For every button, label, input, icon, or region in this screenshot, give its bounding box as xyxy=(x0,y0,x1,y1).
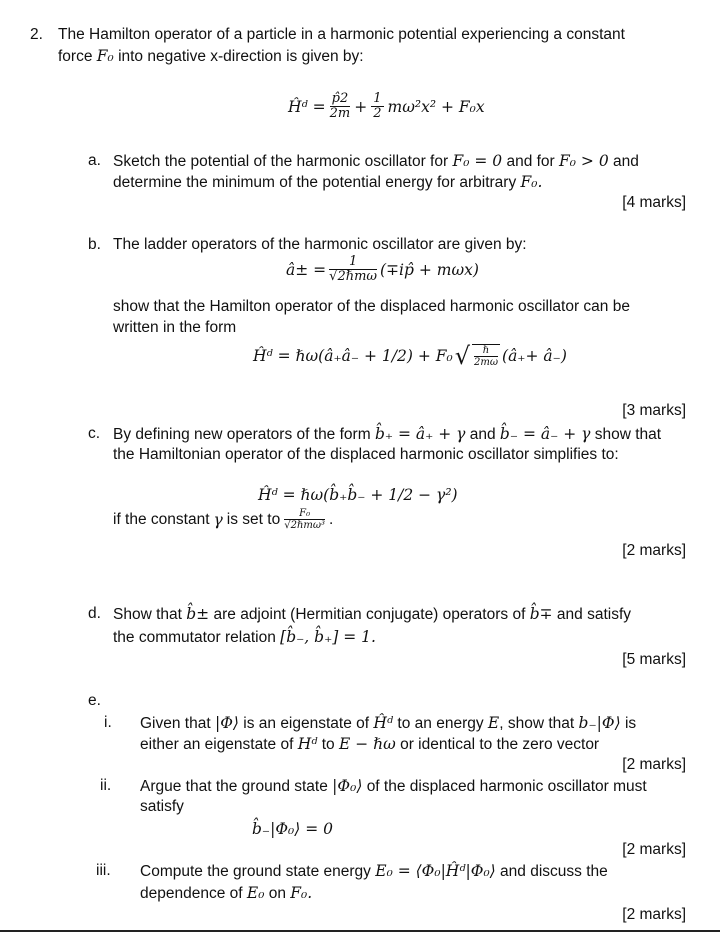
part-a-marks: [4 marks] xyxy=(622,194,686,211)
part-a-line-2: determine the minimum of the potential energy for arbitrary F₀. xyxy=(113,173,543,191)
part-c-marks: [2 marks] xyxy=(622,542,686,559)
intro-line-2: force F₀ into negative x-direction is given by: xyxy=(58,47,364,65)
part-e-iii-marks: [2 marks] xyxy=(622,906,686,923)
part-a-line-1: Sketch the potential of the harmonic oscillator for F₀ = 0 and for F₀ > 0 and xyxy=(113,152,639,170)
part-d-label: d. xyxy=(88,605,101,622)
part-c-label: c. xyxy=(88,425,101,442)
part-c-line-1: By defining new operators of the form b̂₊ = â₊ + γ and b̂₋ = â₋ + γ show that xyxy=(113,425,662,443)
part-a-label: a. xyxy=(88,152,101,169)
part-e-ii-label: ii. xyxy=(100,777,112,794)
part-e-ii-marks: [2 marks] xyxy=(622,841,686,858)
part-e-i-line-1: Given that |Φ⟩ is an eigenstate of Ĥᵈ to an energy E, show that b₋|Φ⟩ is xyxy=(140,714,637,732)
part-e-label: e. xyxy=(88,692,101,709)
ladder-operator-equation: â± = $\frac{1}{\text{√2ℏmω}}$ (∓ip̂ + mωx) xyxy=(286,254,479,285)
question-number: 2. xyxy=(30,26,43,43)
part-d-marks: [5 marks] xyxy=(622,651,686,668)
part-b-line-3: written in the form xyxy=(113,319,237,336)
part-e-iii-line-2: dependence of E₀ on F₀. xyxy=(140,884,313,902)
part-b-label: b. xyxy=(88,236,101,253)
part-e-i-line-2: either an eigenstate of Hᵈ to E − ℏω or identical to the zero vector xyxy=(140,735,600,753)
ground-state-condition: b̂₋|Φ₀⟩ = 0 xyxy=(252,820,333,838)
part-e-iii-label: iii. xyxy=(96,862,111,879)
part-e-i-marks: [2 marks] xyxy=(622,756,686,773)
part-b-line-2: show that the Hamilton operator of the displaced harmonic oscillator can be xyxy=(113,298,630,315)
page-bottom-rule xyxy=(0,930,720,932)
part-e-iii-line-1: Compute the ground state energy E₀ = ⟨Φ₀|Ĥᵈ|Φ₀⟩ and discuss the xyxy=(140,862,608,880)
intro-line-1: The Hamilton operator of a particle in a harmonic potential experiencing a constant xyxy=(58,26,625,43)
part-d-line-1: Show that b̂± are adjoint (Hermitian conjugate) operators of b̂∓ and satisfy xyxy=(113,605,632,623)
part-e-i-label: i. xyxy=(104,714,112,731)
main-hamiltonian-equation: Ĥᵈ = $\frac{p̂2}{2m}$ + $\frac{1}{2}$ mω²x² + F₀x xyxy=(288,91,485,122)
part-e-ii-line-2: satisfy xyxy=(140,798,184,815)
part-d-line-2: the commutator relation [b̂₋, b̂₊] = 1. xyxy=(113,628,376,646)
part-b-line-1: The ladder operators of the harmonic oscillator are given by: xyxy=(113,236,527,253)
simplified-hamiltonian-equation: Ĥᵈ = ℏω(b̂₊b̂₋ + 1/2 − γ²) xyxy=(258,486,458,504)
displaced-hamiltonian-equation: Ĥᵈ = ℏω(â₊â₋ + 1/2) + F₀ √ $\frac{\text{ℏ}}{2m\omega}$ (â₊+ â₋) xyxy=(253,342,567,370)
part-b-marks: [3 marks] xyxy=(622,402,686,419)
part-c-line-2: the Hamiltonian operator of the displaced harmonic oscillator simplifies to: xyxy=(113,446,619,463)
part-c-line-3: if the constant γ is set to $\frac{\text{F₀}}{\text{√2ℏmω³}}$ . xyxy=(113,508,334,531)
part-e-ii-line-1: Argue that the ground state |Φ₀⟩ of the displaced harmonic oscillator must xyxy=(140,777,647,795)
